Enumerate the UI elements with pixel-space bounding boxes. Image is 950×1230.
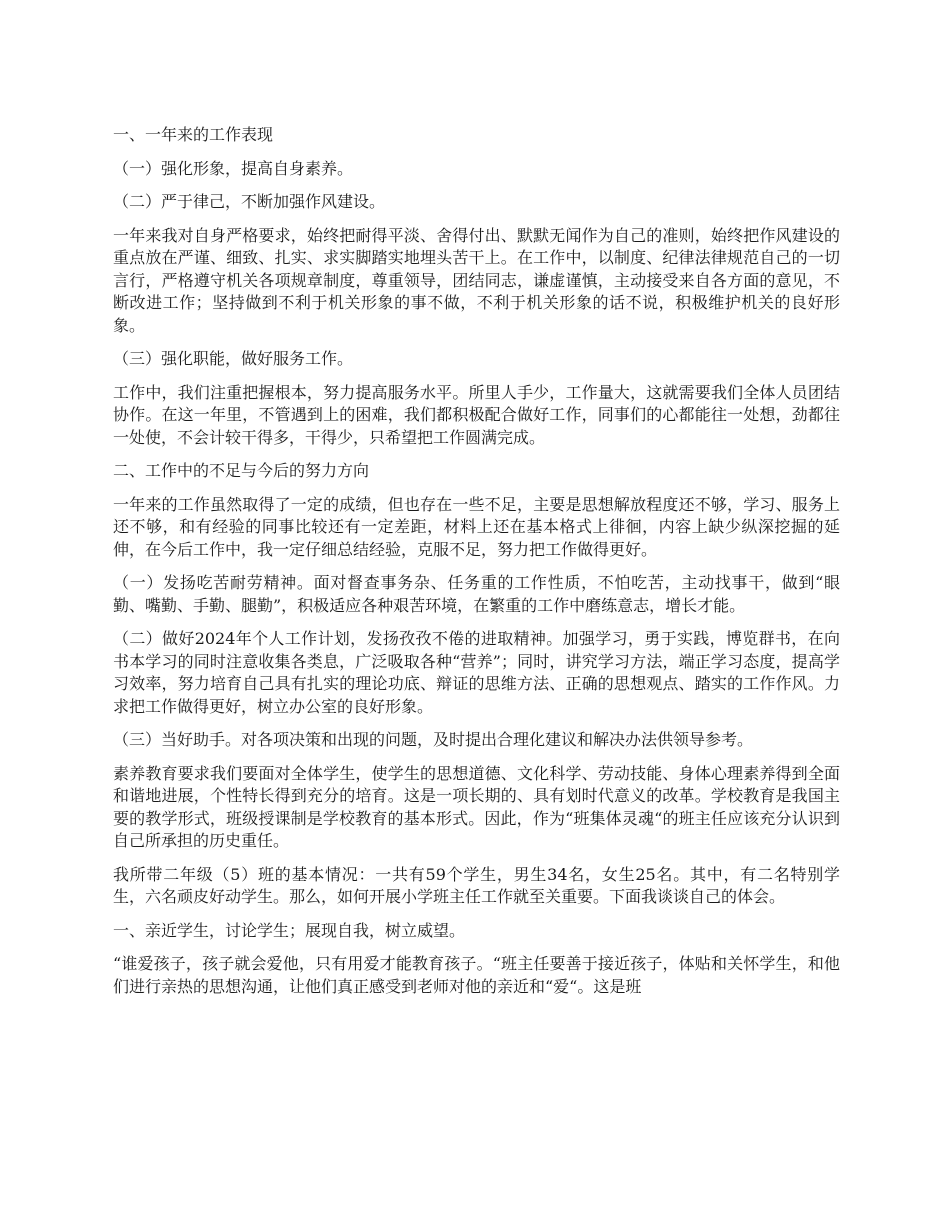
body-paragraph: 一年来的工作虽然取得了一定的成绩，但也存在一些不足，主要是思想解放程度还不够，学习、服务上还不够，和有经验的同事比较还有一定差距，材料上还在基本格式上徘徊，内容上缺少纵深挖掘的延伸，在今后工作中，我一定仔细总结经验，克服不足，努力把工作做得更好。 bbox=[113, 494, 840, 559]
body-paragraph: 工作中，我们注重把握根本，努力提高服务水平。所里人手少，工作量大，这就需要我们全体人员团结协作。在这一年里，不管遇到上的困难，我们都积极配合做好工作，同事们的心都能往一处想，劲都往一处使，不会计较干得多，干得少，只希望把工作圆满完成。 bbox=[113, 382, 840, 447]
body-paragraph: “谁爱孩子，孩子就会爱他，只有用爱才能教育孩子。“班主任要善于接近孩子，体贴和关怀学生，和他们进行亲热的思想沟通，让他们真正感受到老师对他的亲近和“爱“。这是班 bbox=[113, 954, 840, 996]
subsection-heading: （一）强化形象，提高自身素养。 bbox=[113, 158, 354, 178]
body-paragraph: （二）做好2024年个人工作计划，发扬孜孜不倦的进取精神。加强学习，勇于实践，博览群书，在向书本学习的同时注意收集各类息，广泛吸取各种“营养”；同时，讲究学习方法，端正学习态度，提高学习效率，努力培育自己具有扎实的理论功底、辩证的思维方法、正确的思想观点、踏实的工作作风。力求把工作做得更好，树立办公室的良好形象。 bbox=[113, 629, 840, 716]
document-body bbox=[113, 124, 840, 1009]
section-heading: 一、一年来的工作表现 bbox=[113, 125, 274, 144]
body-paragraph: 一年来我对自身严格要求，始终把耐得平淡、舍得付出、默默无闻作为自己的准则，始终把作风建设的重点放在严谨、细致、扎实、求实脚踏实地埋头苦干上。在工作中，以制度、纪律法律规范自己的一切言行，严格遵守机关各项规章制度，尊重领导，团结同志，谦虚谨慎，主动接受来自各方面的意见，不断改进工作；坚持做到不利于机关形象的事不做，不利于机关形象的话不说，积极维护机关的良好形象。 bbox=[113, 225, 840, 335]
body-paragraph: 素养教育要求我们要面对全体学生，使学生的思想道德、文化科学、劳动技能、身体心理素养得到全面和谐地进展，个性特长得到充分的培育。这是一项长期的、具有划时代意义的改革。学校教育是我国主要的教学形式，班级授课制是学校教育的基本形式。因此，作为“班集体灵魂“的班主任应该充分认识到自己所承担的历史重任。 bbox=[113, 763, 840, 850]
subsection-heading: （二）严于律己，不断加强作风建设。 bbox=[113, 192, 386, 211]
body-paragraph: 我所带二年级（5）班的基本情况：一共有59个学生，男生34名，女生25名。其中，有二名特别学生，六名顽皮好动学生。那么，如何开展小学班主任工作就至关重要。下面我谈谈自己的体会。 bbox=[113, 864, 840, 906]
body-paragraph: （一）发扬吃苦耐劳精神。面对督查事务杂、任务重的工作性质，不怕吃苦，主动找事干，做到“眼勤、嘴勤、手勤、腿勤”，积极适应各种艰苦环境，在繁重的工作中磨练意志，增长才能。 bbox=[113, 573, 840, 615]
section-heading: 一、亲近学生，讨论学生；展现自我，树立威望。 bbox=[113, 920, 466, 940]
section-heading: 二、工作中的不足与今后的努力方向 bbox=[113, 461, 370, 480]
subsection-heading: （三）强化职能，做好服务工作。 bbox=[113, 349, 354, 368]
body-paragraph: （三）当好助手。对各项决策和出现的问题，及时提出合理化建议和解决办法供领导参考。 bbox=[113, 730, 754, 749]
